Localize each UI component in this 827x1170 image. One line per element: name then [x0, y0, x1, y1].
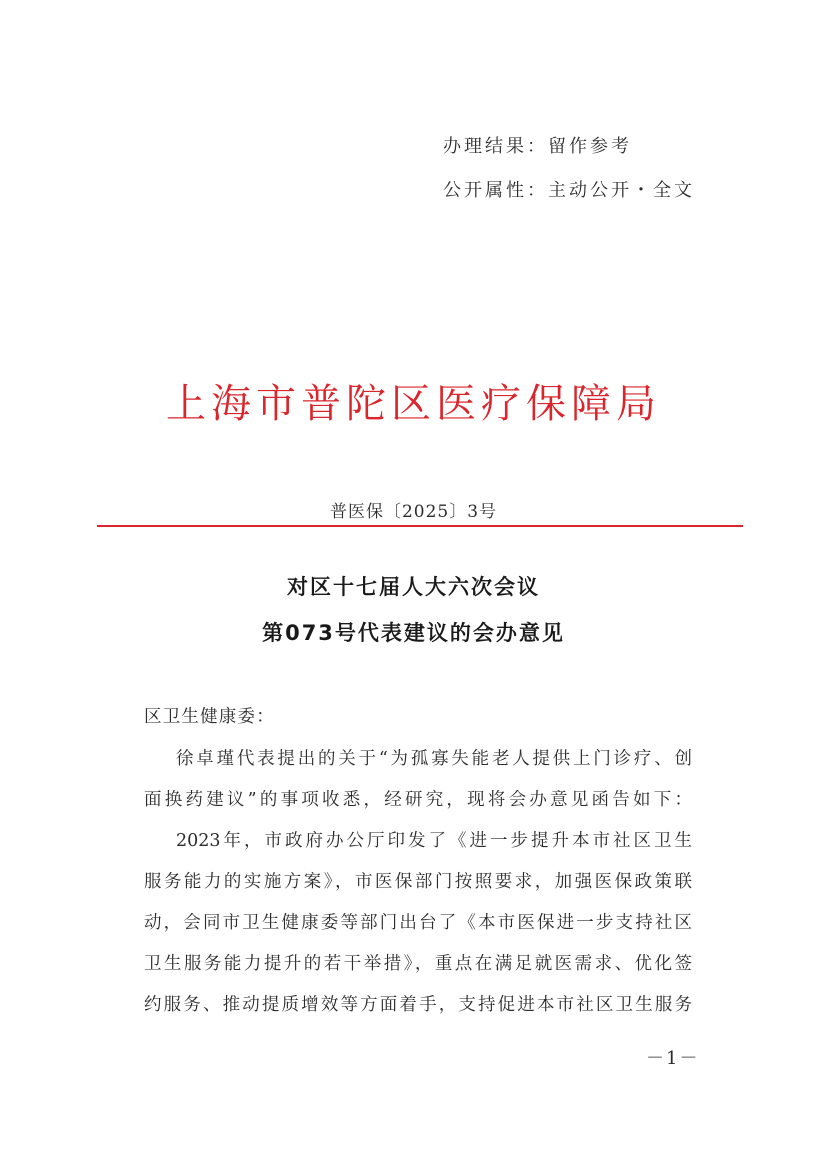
document-title-line-1: 对区十七届人大六次会议: [287, 575, 540, 599]
disclosure-attribute: 公开属性：主动公开・全文: [443, 180, 695, 201]
document-number: 普医保〔2025〕3号: [329, 502, 498, 522]
handling-result: 办理结果：留作参考: [443, 136, 632, 157]
issuing-authority-heading: 上海市普陀区医疗保障局: [166, 381, 661, 427]
body-line: 面换药建议”的事项收悉，经研究，现将会办意见函告如下：: [144, 790, 692, 810]
document-title-line-2: 第073号代表建议的会办意见: [262, 621, 565, 645]
body-line: 动，会同市卫生健康委等部门出台了《本市医保进一步支持社区: [144, 913, 692, 933]
body-line: 卫生服务能力提升的若干举措》，重点在满足就医需求、优化签: [144, 954, 692, 974]
red-separator-line: [97, 525, 743, 527]
page-number: －1－: [646, 1048, 700, 1069]
salutation: 区卫生健康委：: [144, 707, 275, 727]
body-line: 服务能力的实施方案》，市医保部门按照要求，加强医保政策联: [144, 872, 692, 892]
body-line: 2023年，市政府办公厅印发了《进一步提升本市社区卫生: [176, 831, 692, 851]
body-line: 徐卓瑾代表提出的关于“为孤寡失能老人提供上门诊疗、创: [176, 749, 692, 769]
body-line: 约服务、推动提质增效等方面着手，支持促进本市社区卫生服务: [144, 995, 692, 1015]
